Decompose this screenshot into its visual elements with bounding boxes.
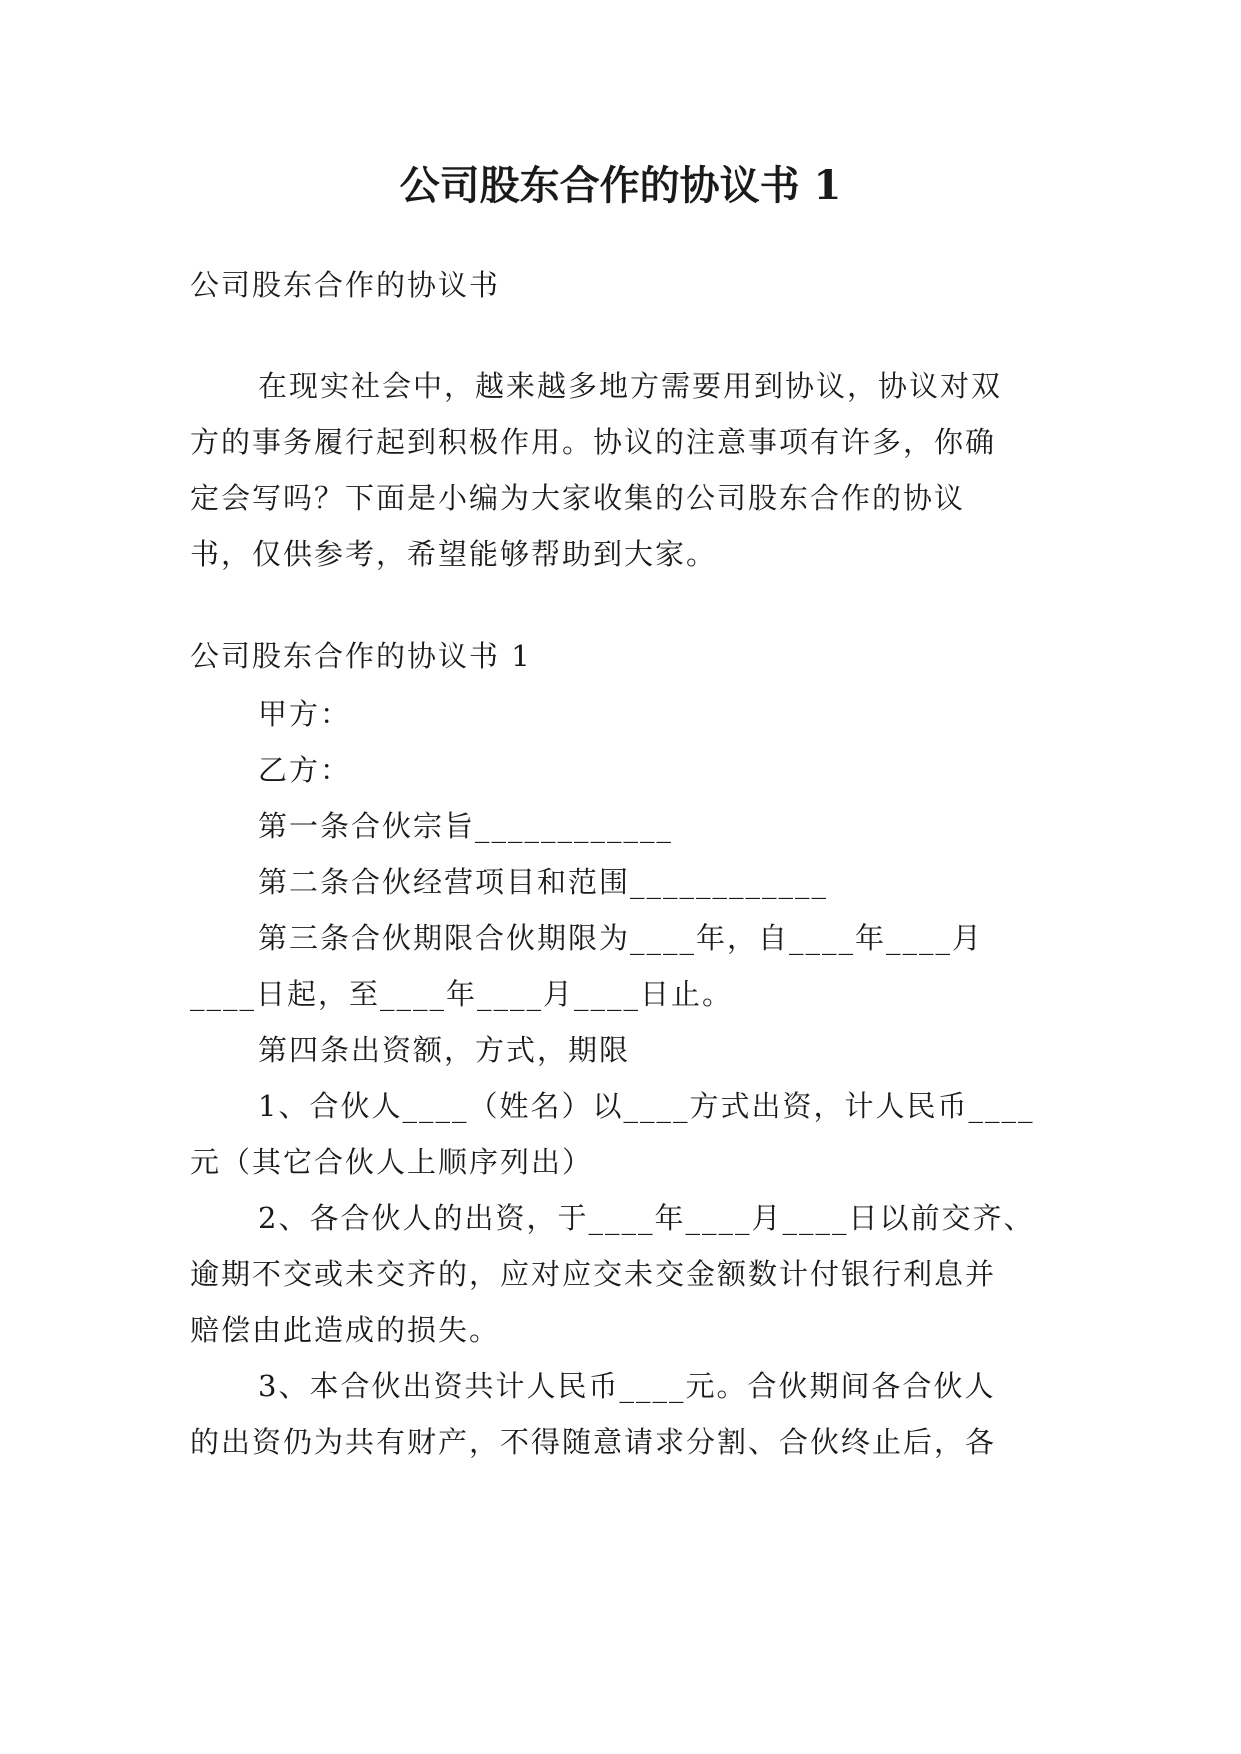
document-title: 公司股东合作的协议书 1	[399, 162, 842, 209]
document-subtitle: 公司股东合作的协议书	[190, 268, 501, 302]
intro-line-4: 书，仅供参考，希望能够帮助到大家。	[190, 537, 718, 571]
item-1-line-1: 1、合伙人____（姓名）以____方式出资，计人民币____	[258, 1089, 1035, 1123]
item-1-line-2: 元（其它合伙人上顺序列出）	[190, 1145, 594, 1179]
article-1: 第一条合伙宗旨____________	[258, 809, 674, 843]
party-a-label: 甲方：	[258, 697, 352, 731]
article-2: 第二条合伙经营项目和范围____________	[258, 865, 829, 899]
party-b-label: 乙方：	[258, 753, 352, 787]
item-2-line-1: 2、各合伙人的出资，于____年____月____日以前交齐、	[258, 1201, 1035, 1235]
item-2-line-2: 逾期不交或未交齐的，应对应交未交金额数计付银行利息并	[190, 1257, 997, 1291]
intro-line-1: 在现实社会中，越来越多地方需要用到协议，协议对双	[258, 369, 1003, 403]
item-2-line-3: 赔偿由此造成的损失。	[190, 1313, 501, 1347]
article-4: 第四条出资额，方式，期限	[258, 1033, 631, 1067]
intro-line-2: 方的事务履行起到积极作用。协议的注意事项有许多，你确	[190, 425, 997, 459]
article-3-line-1: 第三条合伙期限合伙期限为____年，自____年____月	[258, 921, 984, 955]
article-3-line-2: ____日起，至____年____月____日止。	[190, 977, 734, 1011]
item-3-line-1: 3、本合伙出资共计人民币____元。合伙期间各合伙人	[258, 1369, 996, 1403]
section-heading: 公司股东合作的协议书 1	[190, 639, 532, 673]
intro-line-3: 定会写吗？下面是小编为大家收集的公司股东合作的协议	[190, 481, 966, 515]
item-3-line-2: 的出资仍为共有财产，不得随意请求分割、合伙终止后，各	[190, 1425, 997, 1459]
